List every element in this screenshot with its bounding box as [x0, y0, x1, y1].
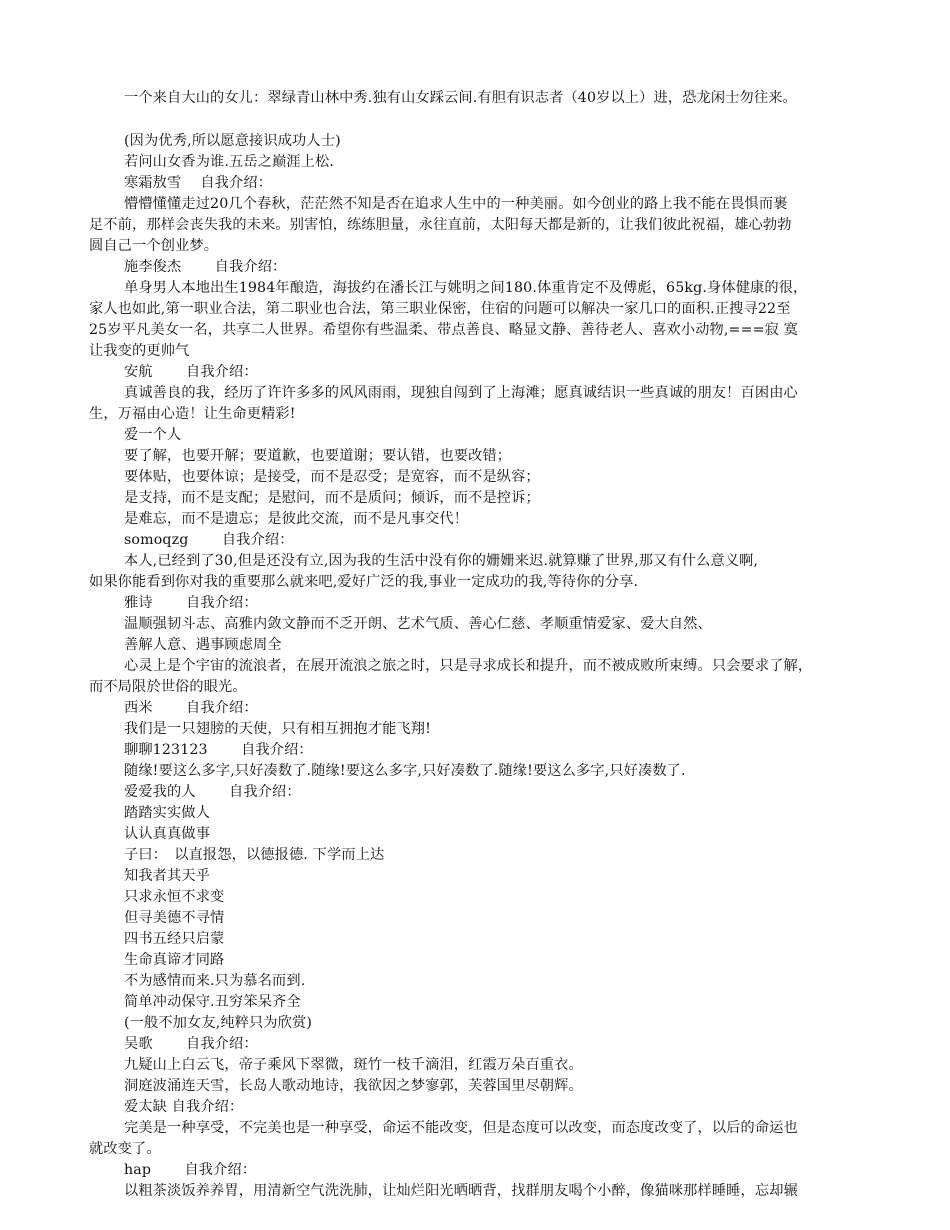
text-line: (一般不加女友,纯粹只为欣赏) — [124, 1015, 313, 1031]
text-line: 家人也如此,第一职业合法，第二职业也合法，第三职业保密，住宿的问题可以解决一家几口的面积.正搜寻22至 — [89, 301, 791, 317]
text-line: 一个来自大山的女儿：翠绿青山林中秀.独有山女踩云间.有胆有识志者（40岁以上）进，恐龙闲士勿往来。 — [124, 90, 797, 106]
text-line: 善解人意、遇事顾虑周全 — [124, 637, 282, 653]
text-line: 不为感情而来.只为慕名而到. — [124, 973, 306, 989]
text-line: 圆自己一个创业梦。 — [89, 238, 219, 254]
text-line: 要了解，也要开解；要道歉，也要道谢；要认错，也要改错； — [124, 448, 512, 464]
text-line: 心灵上是个宇宙的流浪者，在展开流浪之旅之时，只是寻求成长和提升，而不被成败所束缚。只会要求了解， — [124, 658, 813, 674]
text-line: 如果你能看到你对我的重要那么就来吧,爱好广泛的我,事业一定成功的我,等待你的分享. — [89, 574, 639, 590]
text-line: 知我者其天乎 — [124, 868, 211, 884]
text-line: 认认真真做事 — [124, 826, 211, 842]
text-line: 安航 自我介绍： — [124, 364, 258, 380]
text-line: 是难忘，而不是遗忘；是彼此交流，而不是凡事交代！ — [124, 511, 469, 527]
text-line: 真诚善良的我，经历了许许多多的风风雨雨，现独自闯到了上海滩；愿真诚结识一些真诚的朋友！百困由心 — [124, 385, 798, 401]
text-line: 本人,已经到了30,但是还没有立,因为我的生活中没有你的姗姗来迟.就算赚了世界,那又有什么意义啊, — [124, 553, 759, 569]
text-line: 生，万福由心造！让生命更精彩! — [89, 406, 296, 422]
paragraph-gap — [0, 109, 950, 131]
text-line: somoqzg 自我介绍： — [124, 532, 294, 548]
text-line: 踏踏实实做人 — [124, 805, 211, 821]
text-line: 单身男人本地出生1984年酿造，海拔约在潘长江与姚明之间180.体重肯定不及傅彪，65kg.身体健康的很， — [124, 280, 808, 296]
text-line: 爱爱我的人 自我介绍： — [124, 784, 301, 800]
text-line: 我们是一只翅膀的天使，只有相互拥抱才能飞翔! — [124, 721, 431, 737]
text-line: 爱一个人 — [124, 427, 182, 443]
text-line: 25岁平凡美女一名，共享二人世界。希望你有些温柔、带点善良、略显文静、善待老人、喜欢小动物,===寂 寞 — [89, 322, 798, 338]
text-line: 子曰： 以直报怨，以德报德. 下学而上达 — [124, 847, 385, 863]
text-line: 雅诗 自我介绍： — [124, 595, 258, 611]
text-line: 简单冲动保守.丑穷笨呆齐全 — [124, 994, 301, 1010]
text-line: 随缘!要这么多字,只好凑数了.随缘!要这么多字,只好凑数了.随缘!要这么多字,只好凑数了. — [124, 763, 686, 779]
text-line: 完美是一种享受，不完美也是一种享受，命运不能改变，但是态度可以改变，而态度改变了，以后的命运也 — [124, 1120, 798, 1136]
text-line: 四书五经只启蒙 — [124, 931, 225, 947]
text-line: 西米 自我介绍： — [124, 700, 258, 716]
text-line: 而不局限於世俗的眼光。 — [89, 679, 247, 695]
text-line: 足不前，那样会丧失我的未来。别害怕，练练胆量，永往直前，太阳每天都是新的，让我们彼此祝福，雄心勃勃 — [89, 217, 792, 233]
text-line: 寒霜敖雪 自我介绍： — [124, 175, 273, 191]
text-line: 九疑山上白云飞，帝子乘风下翠微，斑竹一枝千滴泪，红霞万朵百重衣。 — [124, 1057, 583, 1073]
text-line: 是支持，而不是支配；是慰问，而不是质问；倾诉，而不是控诉； — [124, 490, 540, 506]
text-line: 爱太缺 自我介绍： — [124, 1099, 244, 1115]
text-line: 以粗茶淡饭养养胃，用清新空气洗洗肺，让灿烂阳光晒晒背，找群朋友喝个小醉，像猫咪那样睡睡，忘却辗 — [124, 1183, 798, 1199]
text-line: 只求永恒不求变 — [124, 889, 225, 905]
text-line: 懵懵懂懂走过20几个春秋，茫茫然不知是否在追求人生中的一种美丽。如今创业的路上我不能在畏惧而裹 — [124, 196, 788, 212]
text-line: 要体贴，也要体谅；是接受，而不是忍受；是宽容，而不是纵容； — [124, 469, 540, 485]
text-line: 洞庭波涌连天雪，长岛人歌动地诗，我欲因之梦寥郭，芙蓉国里尽朝辉。 — [124, 1078, 583, 1094]
text-line: 但寻美德不寻情 — [124, 910, 225, 926]
text-line: 若问山女香为谁.五岳之巅涯上松. — [124, 154, 335, 170]
text-line: 生命真谛才同路 — [124, 952, 225, 968]
text-line: 让我变的更帅气 — [89, 343, 190, 359]
text-line: 就改变了。 — [89, 1141, 161, 1157]
document-body — [0, 88, 950, 1202]
text-line: 施李俊杰 自我介绍： — [124, 259, 287, 275]
text-line: (因为优秀,所以愿意接识成功人士) — [124, 133, 341, 149]
text-line: hap 自我介绍： — [124, 1162, 257, 1178]
text-line: 聊聊123123 自我介绍： — [124, 742, 313, 758]
text-line: 温顺强韧斗志、高雅内敛文静而不乏开朗、艺术气质、善心仁慈、孝顺重情爱家、爱大自然、 — [124, 616, 712, 632]
text-line: 吴歌 自我介绍： — [124, 1036, 258, 1052]
